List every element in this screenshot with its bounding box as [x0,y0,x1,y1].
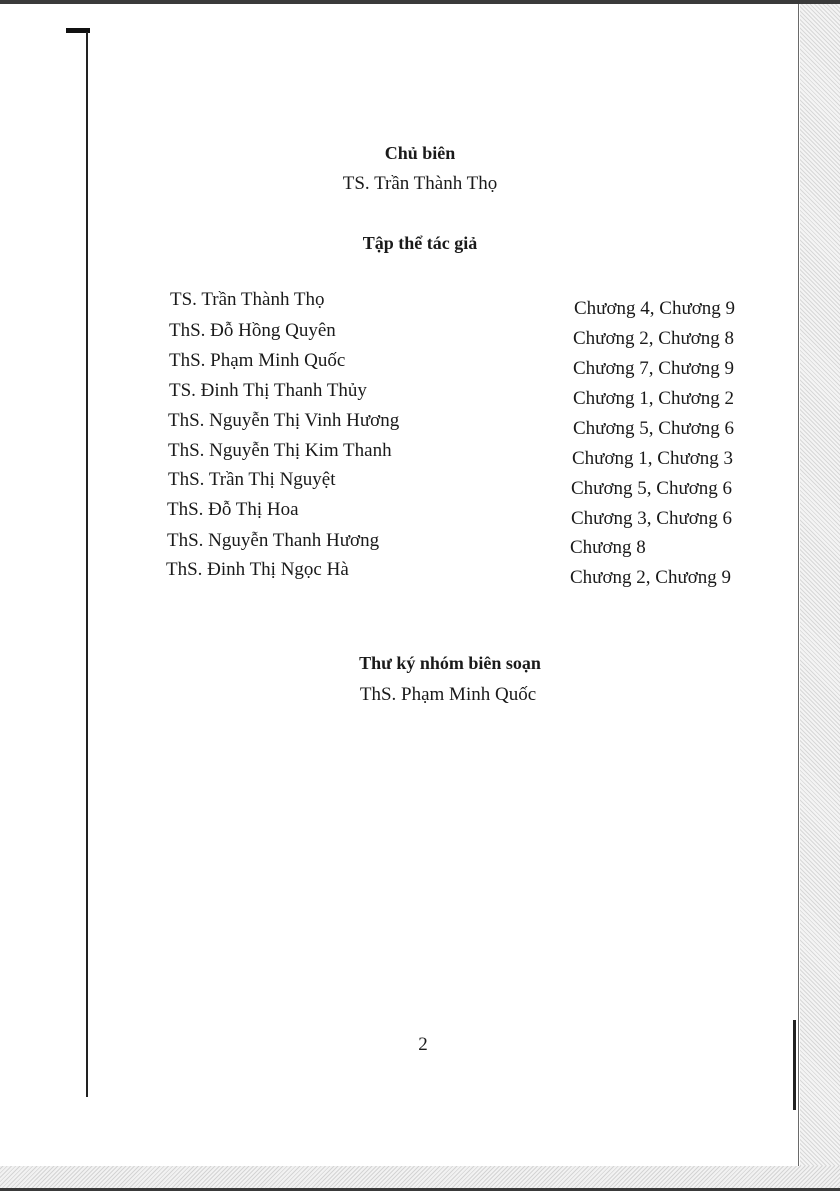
author-name: TS. Trần Thành Thọ [170,289,325,310]
editor-heading: Chủ biên [384,143,456,163]
author-name: ThS. Trần Thị Nguyệt [168,469,336,490]
author-chapters: Chương 5, Chương 6 [573,418,735,439]
author-chapters: Chương 5, Chương 6 [571,478,733,499]
author-name: ThS. Đinh Thị Ngọc Hà [166,559,349,580]
authors-heading: Tập thể tác giả [362,233,478,253]
secretary-heading: Thư ký nhóm biên soạn [359,653,541,673]
author-chapters: Chương 3, Chương 6 [571,508,733,529]
author-chapters: Chương 8 [570,537,646,558]
author-name: ThS. Nguyễn Thị Vinh Hương [168,410,400,431]
author-chapters: Chương 1, Chương 3 [572,448,734,469]
author-name: ThS. Nguyễn Thị Kim Thanh [168,440,392,461]
author-name: TS. Đinh Thị Thanh Thủy [169,380,367,401]
author-name: ThS. Đỗ Hồng Quyên [169,320,336,341]
author-name: ThS. Nguyễn Thanh Hương [167,530,380,551]
author-chapters: Chương 4, Chương 9 [574,298,736,319]
author-chapters: Chương 2, Chương 8 [573,328,735,349]
author-chapters: Chương 1, Chương 2 [573,388,735,409]
page-number: 2 [418,1034,428,1055]
author-chapters: Chương 7, Chương 9 [573,358,735,379]
author-chapters: Chương 2, Chương 9 [570,567,732,588]
editor-name: TS. Trần Thành Thọ [342,173,498,194]
author-name: ThS. Phạm Minh Quốc [169,350,346,371]
secretary-name: ThS. Phạm Minh Quốc [359,684,537,705]
author-name: ThS. Đỗ Thị Hoa [167,499,299,520]
